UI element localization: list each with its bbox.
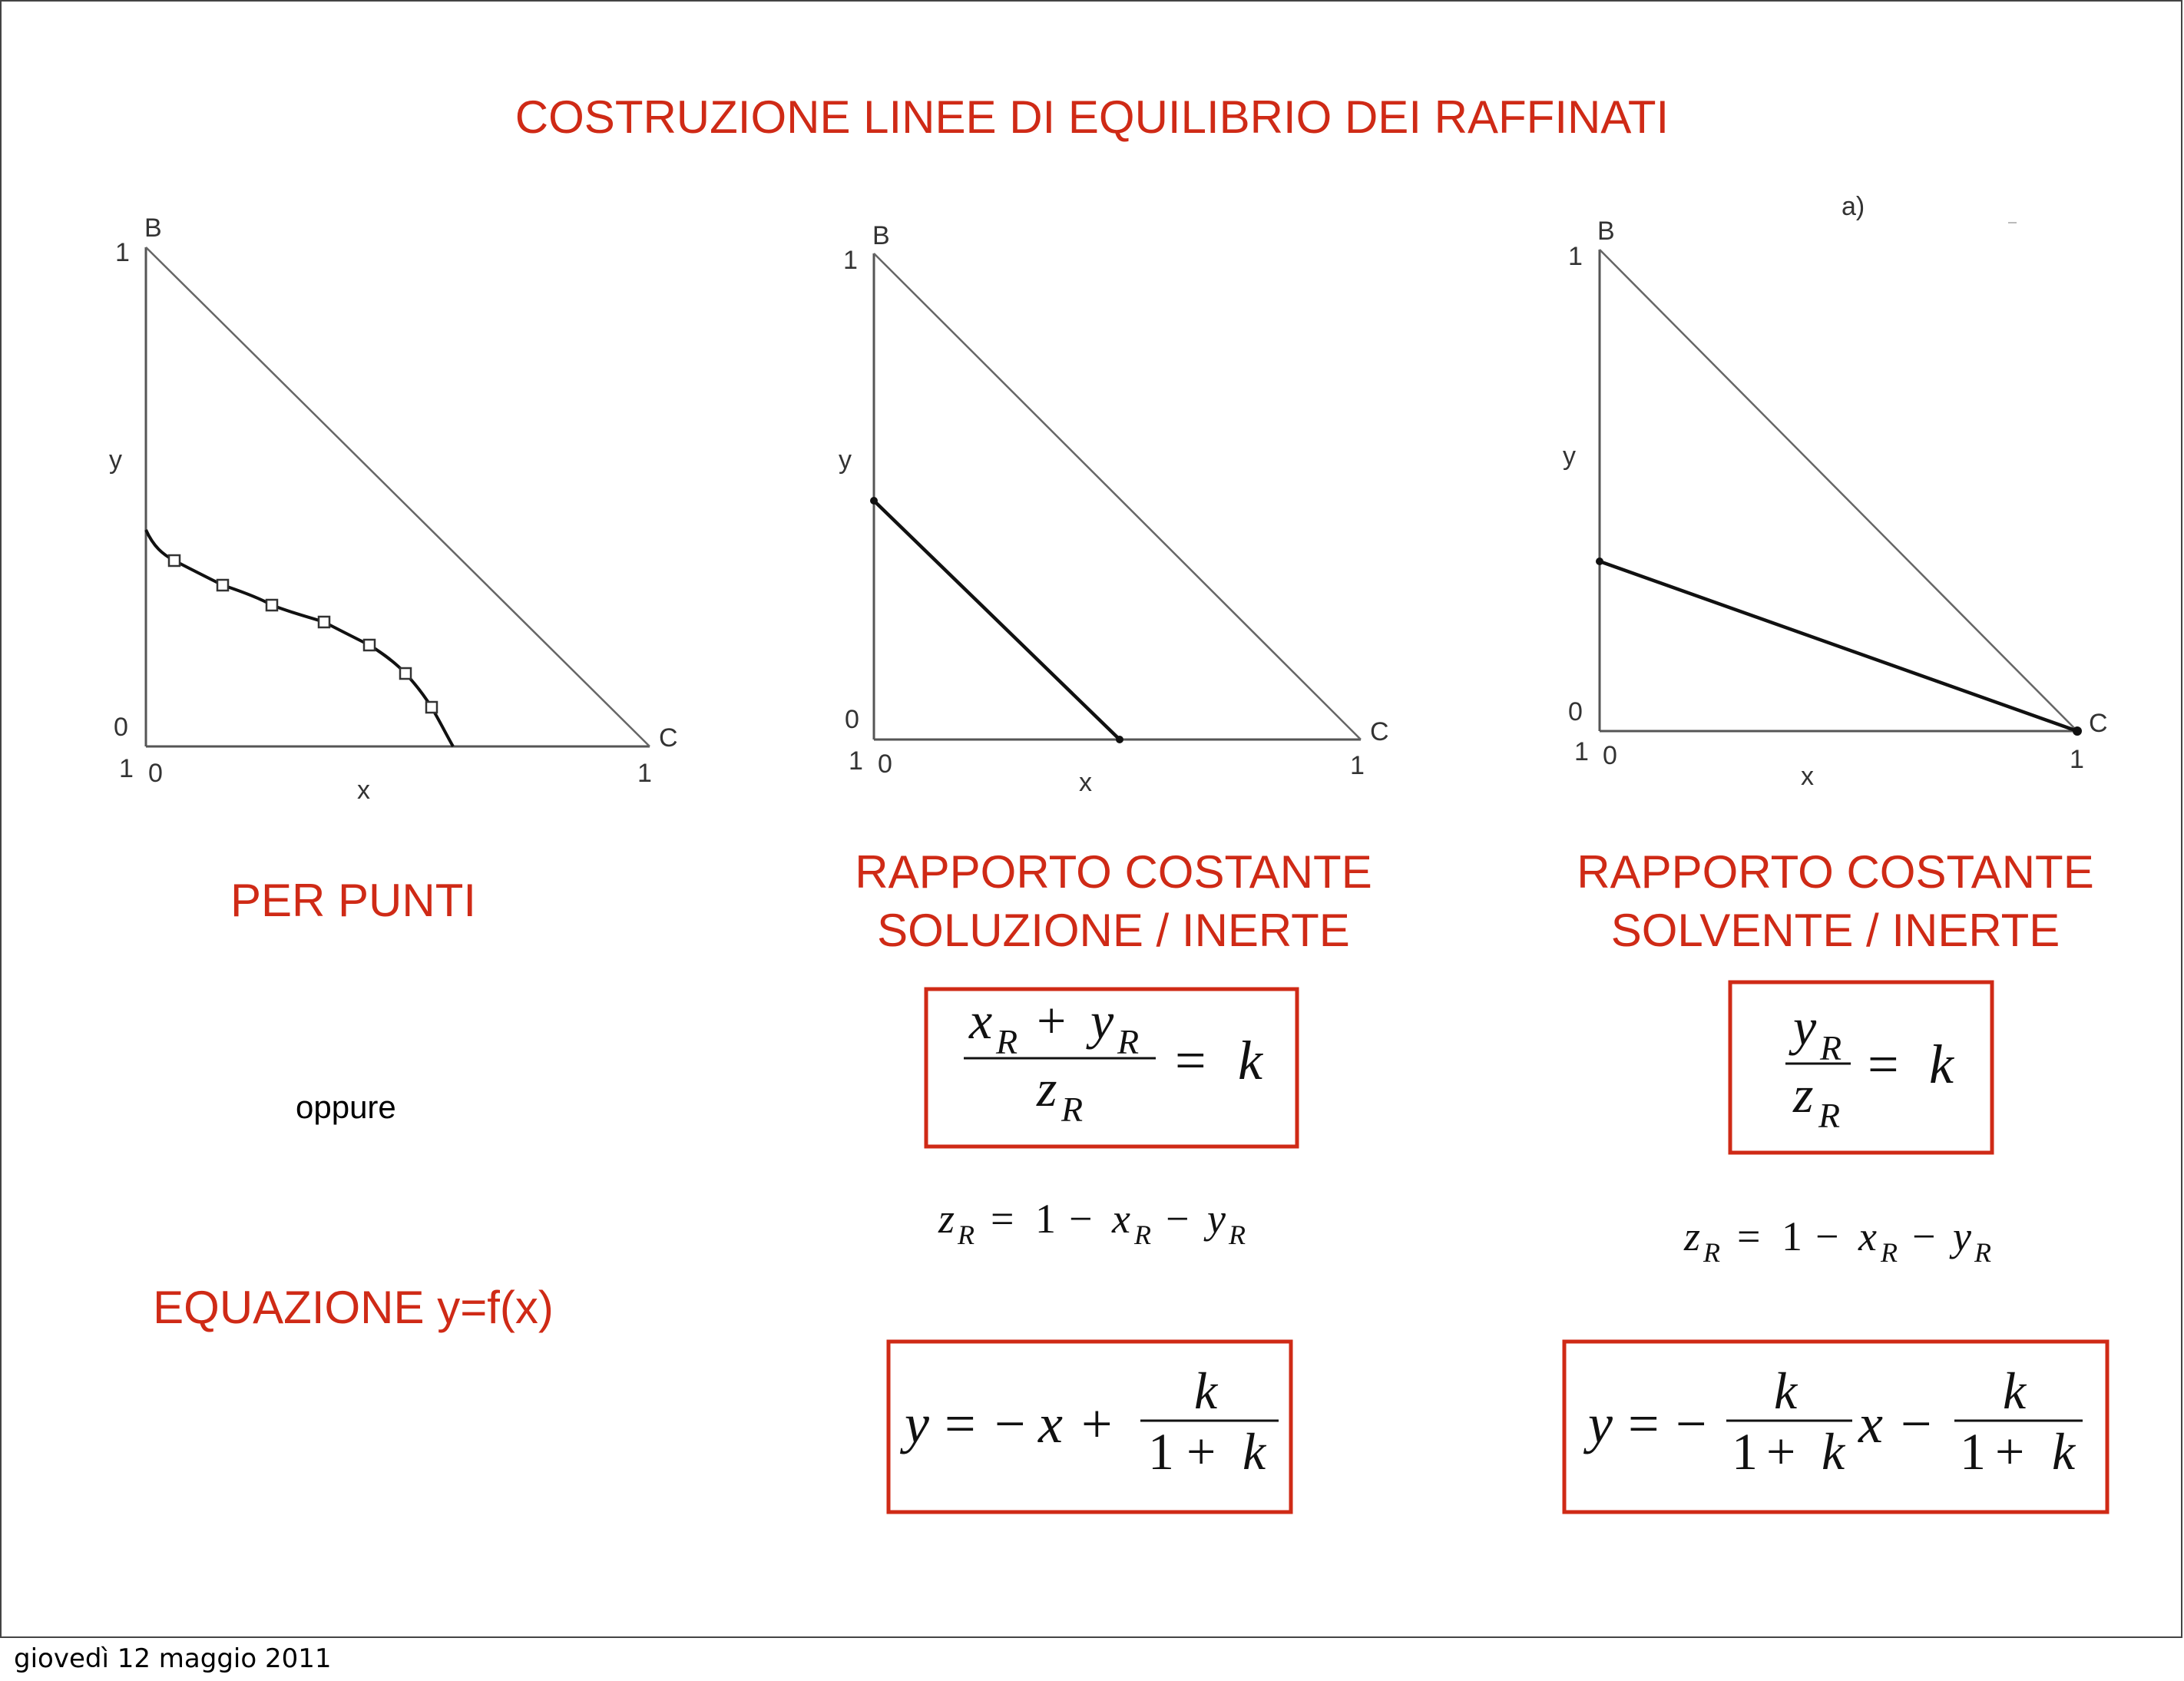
denominator-z: z <box>1037 1059 1057 1117</box>
middle-vertex-b: B <box>872 221 890 250</box>
middle-corner-one: 1 <box>849 746 863 776</box>
numerator-plus: + <box>1037 991 1067 1050</box>
per-punti-label: PER PUNTI <box>230 875 477 926</box>
data-point <box>319 617 329 627</box>
middle-triangle-diagram <box>839 221 1389 797</box>
right-x-zero: 0 <box>1603 741 1617 770</box>
middle-line-start-point <box>870 497 878 505</box>
slide-title: COSTRUZIONE LINEE DI EQUILIBRIO DEI RAFFINATI <box>515 91 1669 143</box>
middle-y-zero: 0 <box>845 705 859 734</box>
numerator-y: y <box>1090 991 1114 1050</box>
right-y-zero: 0 <box>1568 697 1583 726</box>
z: z <box>938 1196 955 1242</box>
numerator-x: x <box>969 991 993 1050</box>
middle-hypotenuse <box>874 253 1361 740</box>
numerator-y-sub: R <box>1820 1028 1842 1067</box>
minus: − <box>1901 1393 1932 1454</box>
y: y <box>1588 1393 1613 1454</box>
denominator-plus: + <box>1186 1422 1216 1481</box>
panel-tag: a) <box>1842 192 1865 221</box>
y: y <box>1207 1196 1226 1242</box>
constant-k: k <box>1238 1030 1262 1091</box>
one: 1 <box>1782 1213 1802 1259</box>
minus: − <box>1676 1393 1707 1454</box>
formula-box-solvent-ratio <box>1730 982 1992 1153</box>
numerator-k: k <box>1194 1362 1218 1420</box>
right-line-end-point <box>2073 726 2082 736</box>
one: 1 <box>1035 1196 1056 1242</box>
equals-sign: = <box>1175 1030 1206 1091</box>
right-label-line2: SOLVENTE / INERTE <box>1610 905 2060 956</box>
equals: = <box>1628 1393 1660 1454</box>
formula-box-line-equation-right <box>1564 1342 2107 1512</box>
x-sub: R <box>1881 1237 1898 1268</box>
left-x-one: 1 <box>637 759 652 788</box>
minus: − <box>1069 1196 1093 1242</box>
right-corner-one: 1 <box>1574 737 1589 766</box>
right-y-label: y <box>1563 442 1576 471</box>
footer-date: giovedì 12 maggio 2011 <box>14 1643 332 1674</box>
numerator-k-2: k <box>2003 1362 2027 1420</box>
numerator-x-sub: R <box>996 1022 1018 1061</box>
middle-x-label: x <box>1079 768 1092 797</box>
right-x-one: 1 <box>2070 745 2084 774</box>
data-point <box>364 640 375 650</box>
left-vertex-b: B <box>144 213 162 243</box>
y-sub: R <box>1974 1237 1991 1268</box>
right-line-start-point <box>1596 558 1603 565</box>
left-x-zero: 0 <box>148 759 163 788</box>
x: x <box>1858 1213 1877 1259</box>
denominator-z: z <box>1793 1065 1814 1123</box>
denominator-one: 1 <box>1148 1422 1174 1481</box>
denominator-z-sub: R <box>1061 1090 1084 1129</box>
x: x <box>1112 1196 1130 1242</box>
middle-label-line2: SOLUZIONE / INERTE <box>877 905 1350 956</box>
right-vertex-c: C <box>2089 709 2108 738</box>
x-sub: R <box>1134 1219 1151 1250</box>
middle-label <box>799 843 1428 960</box>
formula-box-line-equation-middle <box>888 1342 1291 1512</box>
constant-k: k <box>1929 1034 1954 1095</box>
data-point <box>426 702 437 713</box>
z-sub: R <box>958 1219 975 1250</box>
middle-line-end-point <box>1116 736 1123 743</box>
left-equilibrium-curve <box>146 530 453 746</box>
equals: = <box>991 1196 1014 1242</box>
data-point <box>217 580 228 591</box>
y: y <box>1953 1213 1971 1259</box>
right-triangle-diagram <box>1563 192 2108 791</box>
formula-box-solution-ratio <box>926 989 1297 1147</box>
equals: = <box>1737 1213 1761 1259</box>
denominator-plus-1: + <box>1766 1422 1796 1481</box>
minus: − <box>1166 1196 1190 1242</box>
mass-balance-right <box>1683 1213 1991 1268</box>
y: y <box>905 1393 929 1454</box>
numerator-k-1: k <box>1774 1362 1798 1420</box>
right-vertex-b: B <box>1597 217 1615 246</box>
right-hypotenuse <box>1600 250 2077 731</box>
right-label <box>1521 843 2150 960</box>
left-y-one: 1 <box>115 238 130 267</box>
denominator-plus-2: + <box>1995 1422 2025 1481</box>
denominator-k-1: k <box>1822 1422 1845 1481</box>
minus: − <box>1912 1213 1936 1259</box>
z-sub: R <box>1703 1237 1720 1268</box>
left-corner-one: 1 <box>119 754 134 783</box>
minus: − <box>994 1393 1026 1454</box>
numerator-y-sub: R <box>1117 1022 1140 1061</box>
right-x-label: x <box>1801 762 1814 791</box>
right-equilibrium-line <box>1600 561 2077 731</box>
left-vertex-c: C <box>659 723 678 753</box>
left-y-label: y <box>109 445 122 475</box>
x: x <box>1038 1393 1063 1454</box>
minus: − <box>1815 1213 1839 1259</box>
left-triangle-diagram <box>109 213 678 805</box>
data-point <box>400 668 411 679</box>
x: x <box>1858 1393 1883 1454</box>
numerator-y: y <box>1793 998 1817 1056</box>
left-x-label: x <box>357 776 370 805</box>
left-y-zero: 0 <box>114 713 128 742</box>
middle-y-one: 1 <box>843 246 858 275</box>
data-point <box>266 600 277 611</box>
denominator-one-1: 1 <box>1732 1422 1758 1481</box>
z: z <box>1684 1213 1701 1259</box>
denominator-z-sub: R <box>1818 1096 1841 1135</box>
equation-label: EQUAZIONE y=f(x) <box>153 1282 554 1333</box>
middle-y-label: y <box>839 445 852 475</box>
right-label-line1: RAPPORTO COSTANTE <box>1577 846 2094 898</box>
middle-label-line1: RAPPORTO COSTANTE <box>855 846 1372 898</box>
denominator-one-2: 1 <box>1960 1422 1986 1481</box>
equals-sign: = <box>1868 1034 1899 1095</box>
middle-vertex-c: C <box>1370 717 1389 746</box>
y-sub: R <box>1229 1219 1246 1250</box>
data-point <box>169 555 180 566</box>
plus: + <box>1081 1393 1113 1454</box>
middle-equilibrium-line <box>874 501 1120 740</box>
oppure-text: oppure <box>296 1089 396 1125</box>
left-hypotenuse <box>146 247 650 746</box>
denominator-k: k <box>1243 1422 1266 1481</box>
middle-x-one: 1 <box>1350 751 1365 780</box>
right-y-one: 1 <box>1568 242 1583 271</box>
denominator-k-2: k <box>2052 1422 2076 1481</box>
equals: = <box>945 1393 976 1454</box>
mass-balance-middle <box>938 1196 1246 1250</box>
middle-x-zero: 0 <box>878 750 892 779</box>
